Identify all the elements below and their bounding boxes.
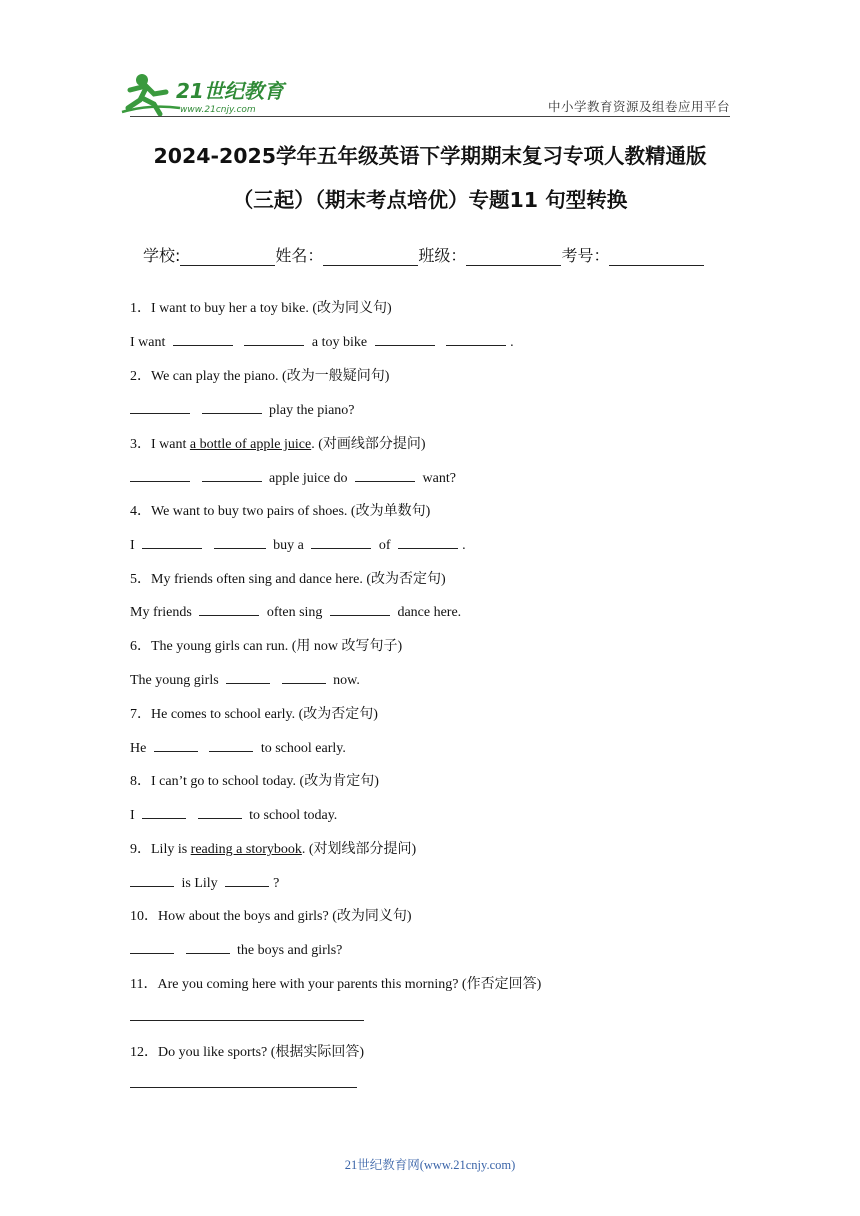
question-number: 4．: [130, 504, 151, 519]
question-12: [130, 1041, 364, 1061]
answer-blank[interactable]: [130, 872, 174, 887]
question-instruction: (根据实际回答): [270, 1045, 365, 1060]
question-text: How about the boys and girls?: [158, 909, 329, 924]
answer-text: want?: [422, 471, 456, 486]
answer-text: He: [130, 741, 147, 756]
answer-blank[interactable]: [199, 601, 259, 616]
answer-blank[interactable]: [398, 534, 458, 549]
question-instruction: (改为单数句): [350, 504, 431, 519]
answer-text: I: [130, 808, 135, 823]
question-instruction: (作否定回答): [461, 977, 542, 992]
answer-blank[interactable]: [142, 534, 202, 549]
question-8: [130, 770, 379, 790]
question-instruction: (改为肯定句): [299, 774, 379, 789]
answer-text: often sing: [266, 605, 323, 620]
question-number: 11．: [130, 977, 158, 992]
answer-text: buy a: [273, 538, 304, 553]
question-instruction: (对划线部分提问): [308, 842, 417, 857]
question-5: [130, 568, 446, 588]
question-text: I want: [151, 437, 190, 452]
runner-logo-icon: [120, 68, 300, 118]
class-field[interactable]: [466, 248, 561, 266]
question-instruction: (改为否定句): [298, 707, 378, 722]
answer-text: a toy bike: [311, 335, 368, 350]
answer-9: [130, 872, 279, 892]
question-10: [130, 905, 412, 925]
answer-text: to school today.: [249, 808, 338, 823]
answer-blank[interactable]: [130, 467, 190, 482]
answer-blank[interactable]: [198, 804, 242, 819]
question-7: [130, 703, 378, 723]
page-title: [60, 134, 800, 222]
answer-blank[interactable]: [142, 804, 186, 819]
question-instruction: (改为同义句): [332, 909, 412, 924]
answer-8: [130, 804, 337, 824]
answer-blank[interactable]: [355, 467, 415, 482]
answer-blank[interactable]: [202, 399, 262, 414]
underlined-phrase: a bottle of apple juice: [189, 437, 312, 452]
answer-blank[interactable]: [186, 939, 230, 954]
question-9: [130, 838, 416, 858]
answer-blank[interactable]: [214, 534, 266, 549]
question-number: 7．: [130, 707, 151, 722]
question-instruction: (改为否定句): [366, 572, 446, 587]
class-label: 班级：: [418, 246, 467, 265]
answer-blank[interactable]: [154, 737, 198, 752]
title-line-2: （三起）（期末考点培优）专题11 句型转换: [232, 188, 628, 212]
question-text-end: .: [301, 842, 306, 857]
answer-blank[interactable]: [202, 467, 262, 482]
question-instruction: (改为一般疑问句): [282, 369, 390, 384]
answer-text: play the piano?: [269, 403, 355, 418]
answer-line-11[interactable]: [130, 1020, 364, 1021]
answer-blank[interactable]: [209, 737, 253, 752]
answer-text: .: [510, 335, 514, 350]
school-label: 学校:: [143, 246, 181, 265]
question-text: The young girls can run.: [151, 639, 289, 654]
question-number: 10．: [130, 909, 158, 924]
answer-text: now.: [333, 673, 360, 688]
question-text: We want to buy two pairs of shoes.: [151, 504, 348, 519]
question-text: Are you coming here with your parents this morning?: [157, 977, 459, 992]
number-label: 考号：: [561, 246, 610, 265]
answer-text: The young girls: [130, 673, 219, 688]
name-field[interactable]: [323, 248, 418, 266]
answer-blank[interactable]: [375, 331, 435, 346]
question-text: Do you like sports?: [158, 1045, 268, 1060]
logo-url: www.21cnjy.com: [180, 105, 256, 115]
answer-7: [130, 737, 346, 757]
answer-1: [130, 331, 514, 351]
answer-text: .: [462, 538, 466, 553]
answer-4: [130, 534, 466, 554]
question-number: 6．: [130, 639, 151, 654]
answer-blank[interactable]: [330, 601, 390, 616]
question-number: 3．: [130, 437, 151, 452]
header-divider: [130, 116, 730, 117]
title-line-1: 2024-2025学年五年级英语下学期期末复习专项人教精通版: [153, 144, 707, 168]
answer-10: [130, 939, 342, 959]
answer-2: [130, 399, 355, 419]
answer-6: [130, 669, 360, 689]
answer-text: apple juice do: [269, 471, 348, 486]
question-text: I can’t go to school today.: [151, 774, 297, 789]
answer-text: of: [378, 538, 391, 553]
answer-blank[interactable]: [282, 669, 326, 684]
answer-text: ?: [273, 876, 280, 891]
question-11: [130, 973, 541, 993]
platform-label: 中小学教育资源及组卷应用平台: [547, 100, 730, 114]
answer-line-12[interactable]: [130, 1087, 357, 1088]
answer-blank[interactable]: [173, 331, 233, 346]
question-6: [130, 635, 402, 655]
question-number: 12．: [130, 1045, 158, 1060]
question-1: [130, 297, 392, 317]
answer-3: [130, 467, 456, 487]
answer-blank[interactable]: [244, 331, 304, 346]
answer-blank[interactable]: [130, 939, 174, 954]
question-instruction: (对画线部分提问): [318, 437, 426, 452]
answer-text: I want: [130, 335, 166, 350]
student-info-row: [143, 243, 704, 266]
name-label: 姓名：: [275, 246, 324, 265]
answer-text: is Lily: [181, 876, 218, 891]
answer-blank[interactable]: [446, 331, 506, 346]
question-text: We can play the piano.: [151, 369, 279, 384]
answer-5: [130, 601, 461, 621]
question-instruction: (用 now 改写句子): [291, 639, 403, 654]
question-number: 8．: [130, 774, 151, 789]
answer-blank[interactable]: [226, 669, 270, 684]
question-3: [130, 433, 426, 453]
logo-text: 21世纪教育: [176, 79, 284, 103]
question-number: 9．: [130, 842, 151, 857]
question-4: [130, 500, 430, 520]
answer-text: to school early.: [260, 741, 346, 756]
question-instruction: (改为同义句): [312, 301, 392, 316]
question-number: 2．: [130, 369, 151, 384]
question-text-end: .: [311, 437, 315, 452]
question-number: 1．: [130, 301, 151, 316]
question-text: He comes to school early.: [151, 707, 296, 722]
number-field[interactable]: [609, 248, 704, 266]
answer-text: dance here.: [397, 605, 462, 620]
answer-text: My friends: [130, 605, 192, 620]
underlined-phrase: reading a storybook: [190, 842, 302, 857]
question-number: 5．: [130, 572, 151, 587]
footer-link[interactable]: 21世纪教育网(www.21cnjy.com): [344, 1158, 516, 1172]
school-field[interactable]: [180, 248, 275, 266]
question-2: [130, 365, 389, 385]
answer-text: I: [130, 538, 135, 553]
logo: [120, 68, 300, 118]
question-text: Lily is: [151, 842, 191, 857]
answer-blank[interactable]: [311, 534, 371, 549]
question-text: I want to buy her a toy bike.: [151, 301, 309, 316]
answer-blank[interactable]: [225, 872, 269, 887]
question-text: My friends often sing and dance here.: [151, 572, 363, 587]
answer-blank[interactable]: [130, 399, 190, 414]
answer-text: the boys and girls?: [237, 943, 343, 958]
